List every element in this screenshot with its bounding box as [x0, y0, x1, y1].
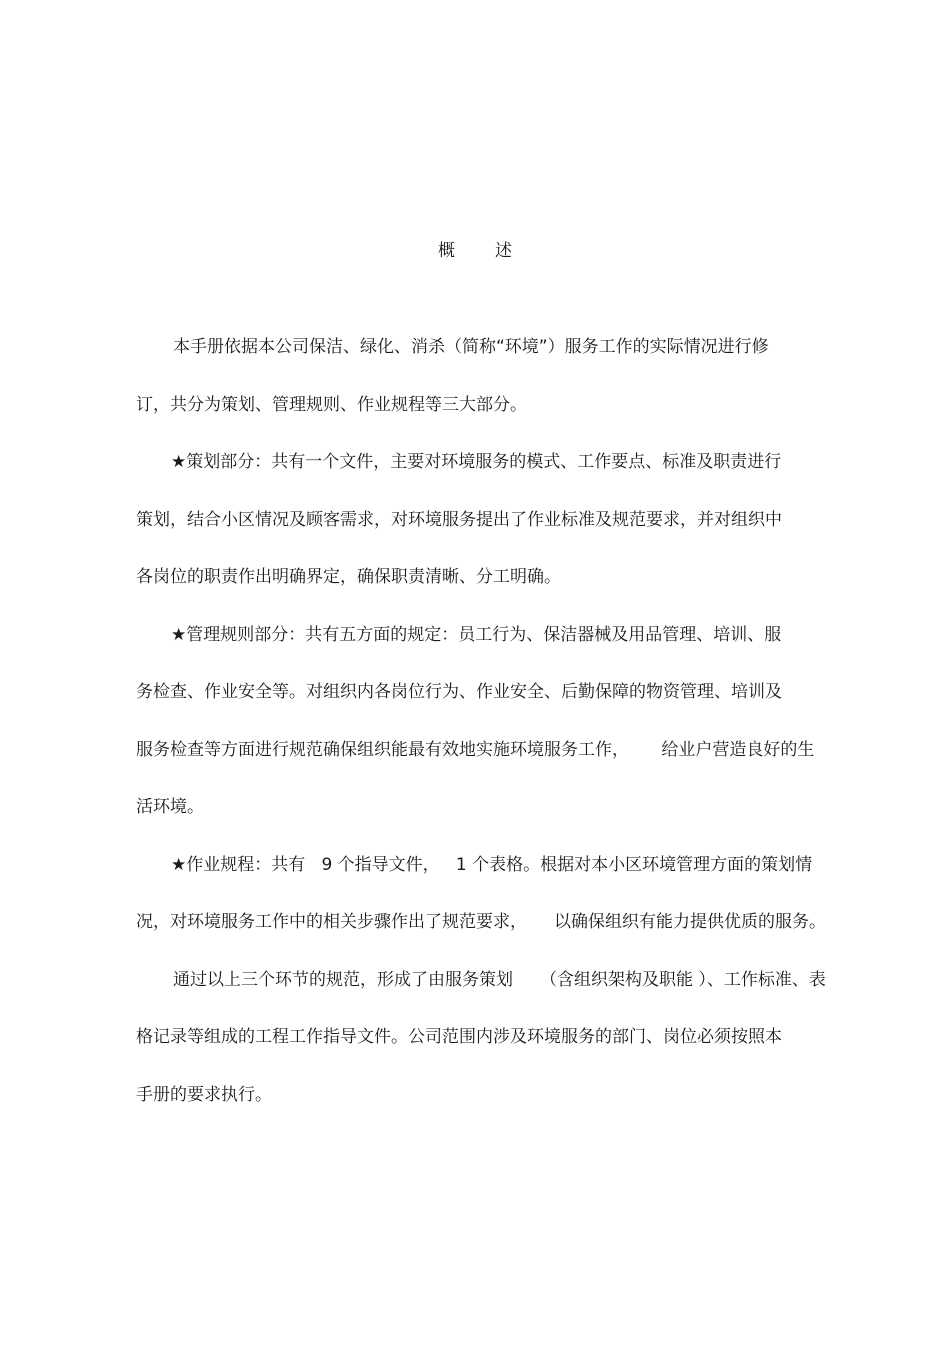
paragraph-line: 务检查、作业安全等。对组织内各岗位行为、作业安全、后勤保障的物资管理、培训及: [136, 682, 782, 702]
paragraph-line: 手册的要求执行。: [136, 1085, 272, 1105]
paragraph-line: ★策划部分：共有一个文件，主要对环境服务的模式、工作要点、标准及职责进行: [171, 452, 782, 472]
paragraph-line: 各岗位的职责作出明确界定，确保职责清晰、分工明确。: [136, 567, 561, 587]
paragraph-line: 况，对环境服务工作中的相关步骤作出了规范要求， 以确保组织有能力提供优质的服务。: [136, 912, 827, 932]
paragraph-line: ★作业规程：共有 9 个指导文件， 1 个表格。根据对本小区环境管理方面的策划情: [171, 855, 813, 875]
paragraph-line: 本手册依据本公司保洁、绿化、消杀（简称“环境”）服务工作的实际情况进行修: [173, 337, 769, 357]
title-char-1: 概: [438, 241, 455, 261]
document-title: [0, 236, 950, 261]
paragraph-line: 通过以上三个环节的规范，形成了由服务策划 （含组织架构及职能 ）、工作标准、表: [173, 970, 826, 990]
paragraph-line: ★管理规则部分：共有五方面的规定：员工行为、保洁器械及用品管理、培训、服: [171, 625, 782, 645]
title-char-2: 述: [495, 241, 512, 261]
paragraph-line: 订，共分为策划、管理规则、作业规程等三大部分。: [136, 395, 527, 415]
paragraph-line: 策划，结合小区情况及顾客需求，对环境服务提出了作业标准及规范要求，并对组织中: [136, 510, 782, 530]
paragraph-line: 活环境。: [136, 797, 204, 817]
paragraph-line: 服务检查等方面进行规范确保组织能最有效地实施环境服务工作， 给业户营造良好的生: [136, 740, 815, 760]
paragraph-line: 格记录等组成的工程工作指导文件。公司范围内涉及环境服务的部门、岗位必须按照本: [136, 1027, 782, 1047]
